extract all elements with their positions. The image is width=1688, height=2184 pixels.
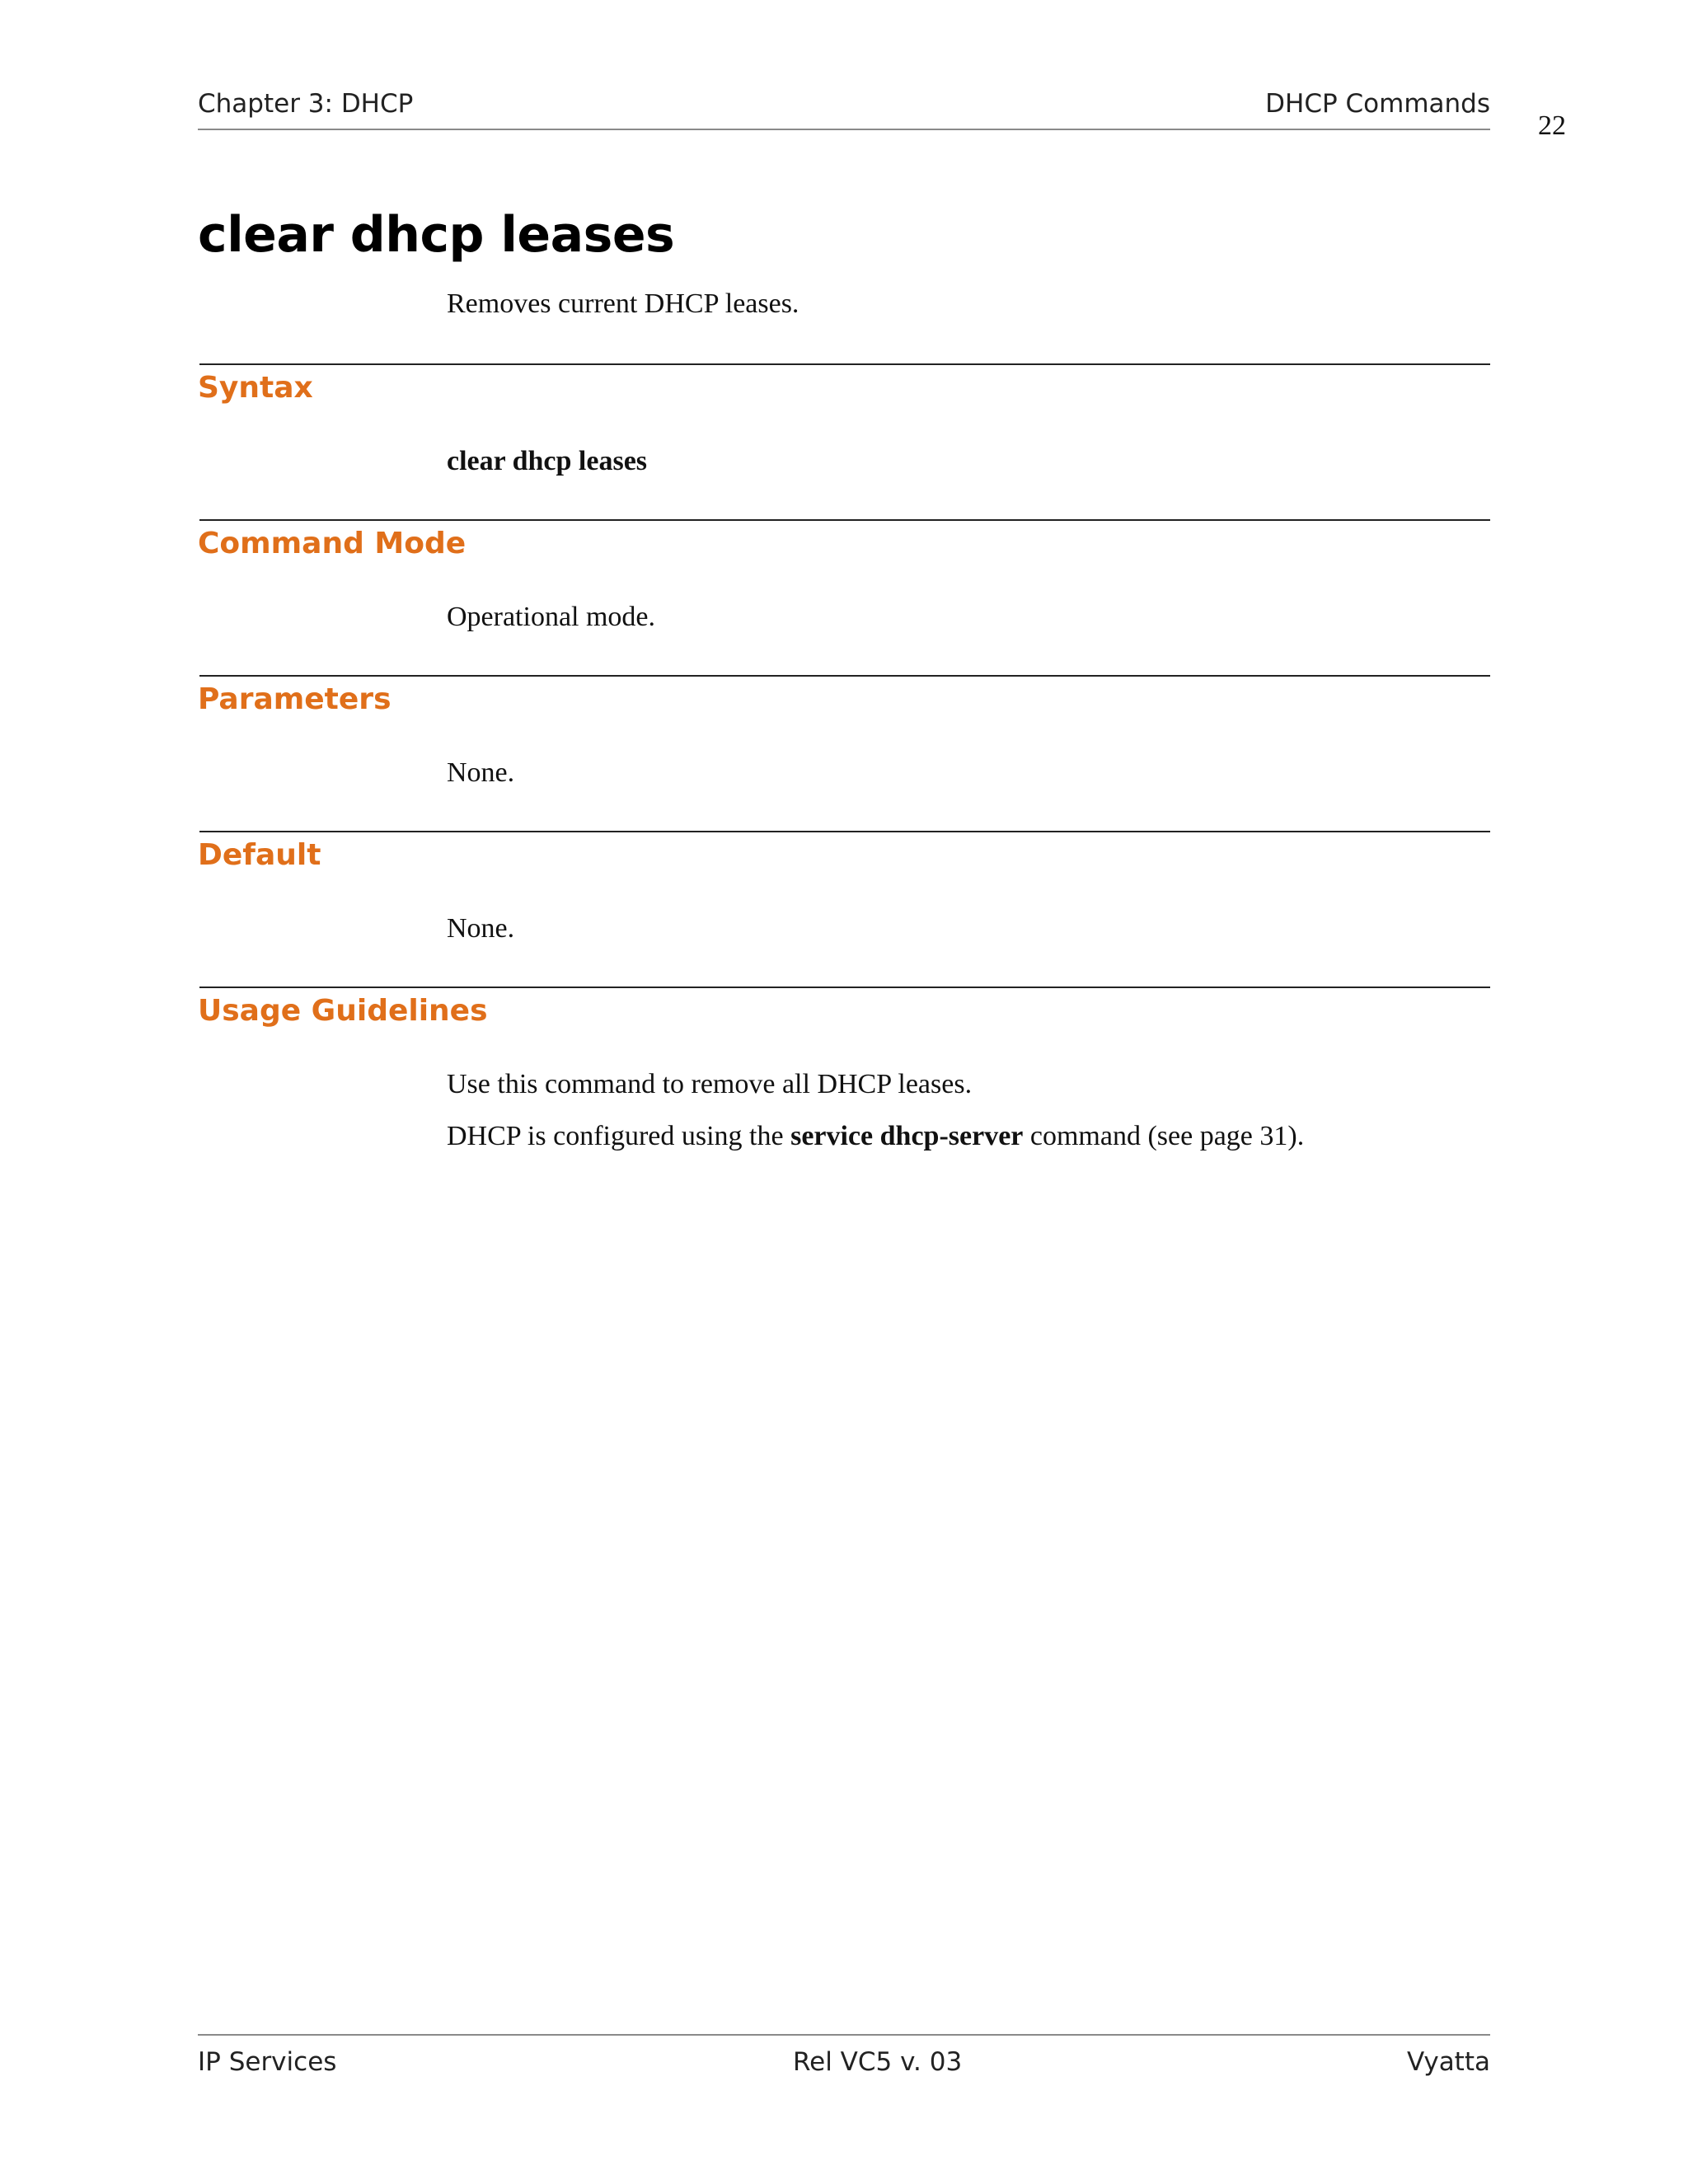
usage-guidelines-heading: Usage Guidelines	[198, 994, 488, 1028]
footer-right: Vyatta	[1406, 2047, 1490, 2077]
running-header	[198, 89, 1490, 130]
parameters-heading: Parameters	[198, 682, 392, 716]
usage-line-2-prefix: DHCP is configured using the	[447, 1121, 791, 1151]
parameters-text: None.	[447, 757, 515, 788]
section-divider	[199, 987, 1490, 988]
syntax-heading: Syntax	[198, 371, 313, 405]
section-divider	[199, 519, 1490, 521]
section-divider	[199, 831, 1490, 832]
command-mode-text: Operational mode.	[447, 602, 656, 632]
page-number: 22	[1538, 110, 1566, 141]
command-description: Removes current DHCP leases.	[447, 288, 799, 319]
footer-center: Rel VC5 v. 03	[793, 2047, 963, 2077]
footer-left: IP Services	[198, 2047, 337, 2077]
default-heading: Default	[198, 838, 321, 872]
section-divider	[199, 363, 1490, 365]
syntax-command: clear dhcp leases	[447, 446, 648, 476]
footer-rule	[198, 2034, 1490, 2036]
section-label: DHCP Commands	[1265, 89, 1490, 119]
usage-line-1: Use this command to remove all DHCP leases.	[447, 1069, 973, 1099]
usage-line-2	[447, 1121, 1304, 1152]
usage-line-2-suffix: command (see page 31).	[1023, 1121, 1305, 1151]
service-dhcp-server-command: service dhcp-server	[790, 1121, 1024, 1151]
default-text: None.	[447, 913, 515, 944]
command-mode-heading: Command Mode	[198, 527, 467, 560]
chapter-label: Chapter 3: DHCP	[198, 89, 414, 119]
page-title: clear dhcp leases	[198, 206, 675, 264]
section-divider	[199, 675, 1490, 677]
